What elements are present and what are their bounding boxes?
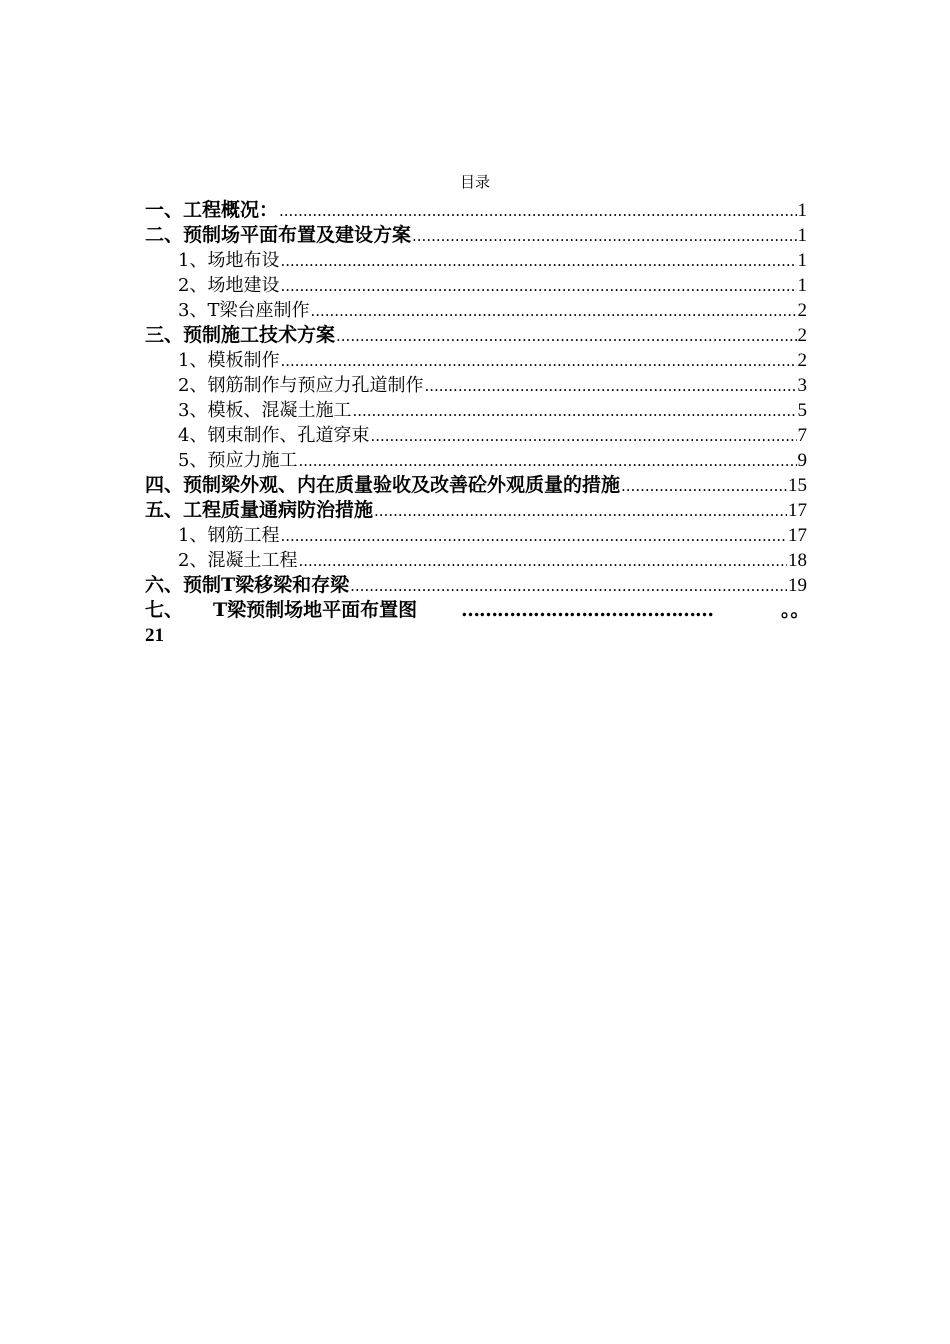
toc-entry-leader (621, 474, 787, 499)
toc-entry[interactable] (145, 223, 807, 248)
toc-entry-leader (336, 324, 796, 349)
toc-entry-title: T梁预制场地平面布置图 (213, 599, 418, 621)
toc-entry-leader (280, 349, 796, 374)
toc-entry-page-number: 2 (797, 325, 807, 346)
toc-entry-label: 5、预应力施工 (178, 450, 298, 471)
toc-entry-label: 1、场地布设 (178, 250, 280, 271)
toc-entry-label: 3、T梁台座制作 (178, 300, 310, 321)
toc-entry-leader (280, 524, 787, 549)
toc-entry-page-number: 1 (797, 275, 807, 296)
toc-entry-leader (298, 449, 796, 474)
toc-entry-leader (310, 299, 796, 324)
toc-entry[interactable] (145, 273, 807, 298)
toc-entry-page-number: 15 (788, 475, 807, 496)
toc-entry-page-number: 7 (797, 425, 807, 446)
toc-entry-7[interactable] (145, 598, 810, 623)
toc-entry-page-number: 5 (797, 400, 807, 421)
toc-entry-leader (280, 249, 796, 274)
toc-entry-label: 4、钢束制作、孔道穿束 (178, 425, 370, 446)
toc-entry-leader (280, 274, 796, 299)
toc-entry[interactable] (145, 423, 807, 448)
toc-entry-leader (279, 199, 796, 224)
toc-entry[interactable] (145, 198, 807, 223)
toc-entry-page-number: 18 (788, 550, 807, 571)
toc-entry-number: 七、 (145, 599, 184, 621)
toc-entry-page-number: 17 (788, 525, 807, 546)
toc-entry-page-number: 1 (797, 200, 807, 221)
toc-entry-label: 四、预制梁外观、内在质量验收及改善砼外观质量的措施 (145, 474, 621, 496)
toc-title: 目录 (459, 173, 490, 191)
toc-entry-page-number: 1 (797, 250, 807, 271)
table-of-contents (145, 198, 810, 648)
toc-entry-page-number: 2 (797, 300, 807, 321)
toc-entry[interactable] (145, 523, 807, 548)
toc-entry[interactable] (145, 248, 807, 273)
toc-entries (145, 198, 807, 598)
toc-entry-leader (370, 424, 796, 449)
toc-entry-label: 2、场地建设 (178, 275, 280, 296)
toc-entry-page-number: 21 (145, 625, 164, 646)
toc-entry-label: 3、模板、混凝土施工 (178, 400, 352, 421)
toc-entry[interactable] (145, 348, 807, 373)
toc-entry-label: 六、预制T梁移梁和存梁 (145, 574, 350, 596)
toc-entry[interactable] (145, 448, 807, 473)
toc-entry-leader: …………………………………… (461, 599, 713, 621)
toc-entry[interactable] (145, 323, 807, 348)
toc-entry-leader (298, 549, 787, 574)
toc-entry[interactable] (145, 573, 807, 598)
toc-entry-leader (374, 499, 787, 524)
toc-entry-page-number: 2 (797, 350, 807, 371)
toc-entry-label: 三、预制施工技术方案 (145, 324, 336, 346)
toc-entry-label: 2、混凝土工程 (178, 550, 298, 571)
toc-entry-leader (412, 224, 796, 249)
toc-entry-leader (352, 399, 796, 424)
toc-entry-tail: 。。 (781, 599, 810, 621)
toc-entry[interactable] (145, 398, 807, 423)
toc-entry-leader (424, 374, 796, 399)
toc-entry[interactable] (145, 498, 807, 523)
toc-entry-page-number: 17 (788, 500, 807, 521)
toc-entry[interactable] (145, 548, 807, 573)
toc-entry-label: 二、预制场平面布置及建设方案 (145, 224, 412, 246)
toc-entry-label: 一、工程概况： (145, 199, 279, 221)
toc-entry-label: 五、工程质量通病防治措施 (145, 499, 374, 521)
toc-entry[interactable] (145, 373, 807, 398)
toc-entry-label: 1、钢筋工程 (178, 525, 280, 546)
toc-entry-page-number: 9 (797, 450, 807, 471)
toc-entry-page-number: 19 (788, 575, 807, 596)
toc-entry-label: 1、模板制作 (178, 350, 280, 371)
toc-entry-page-number: 1 (797, 225, 807, 246)
toc-entry-label: 2、钢筋制作与预应力孔道制作 (178, 375, 424, 396)
toc-entry[interactable] (145, 298, 807, 323)
toc-entry-leader (350, 574, 787, 599)
toc-entry[interactable] (145, 473, 807, 498)
toc-entry-page-number: 3 (797, 375, 807, 396)
